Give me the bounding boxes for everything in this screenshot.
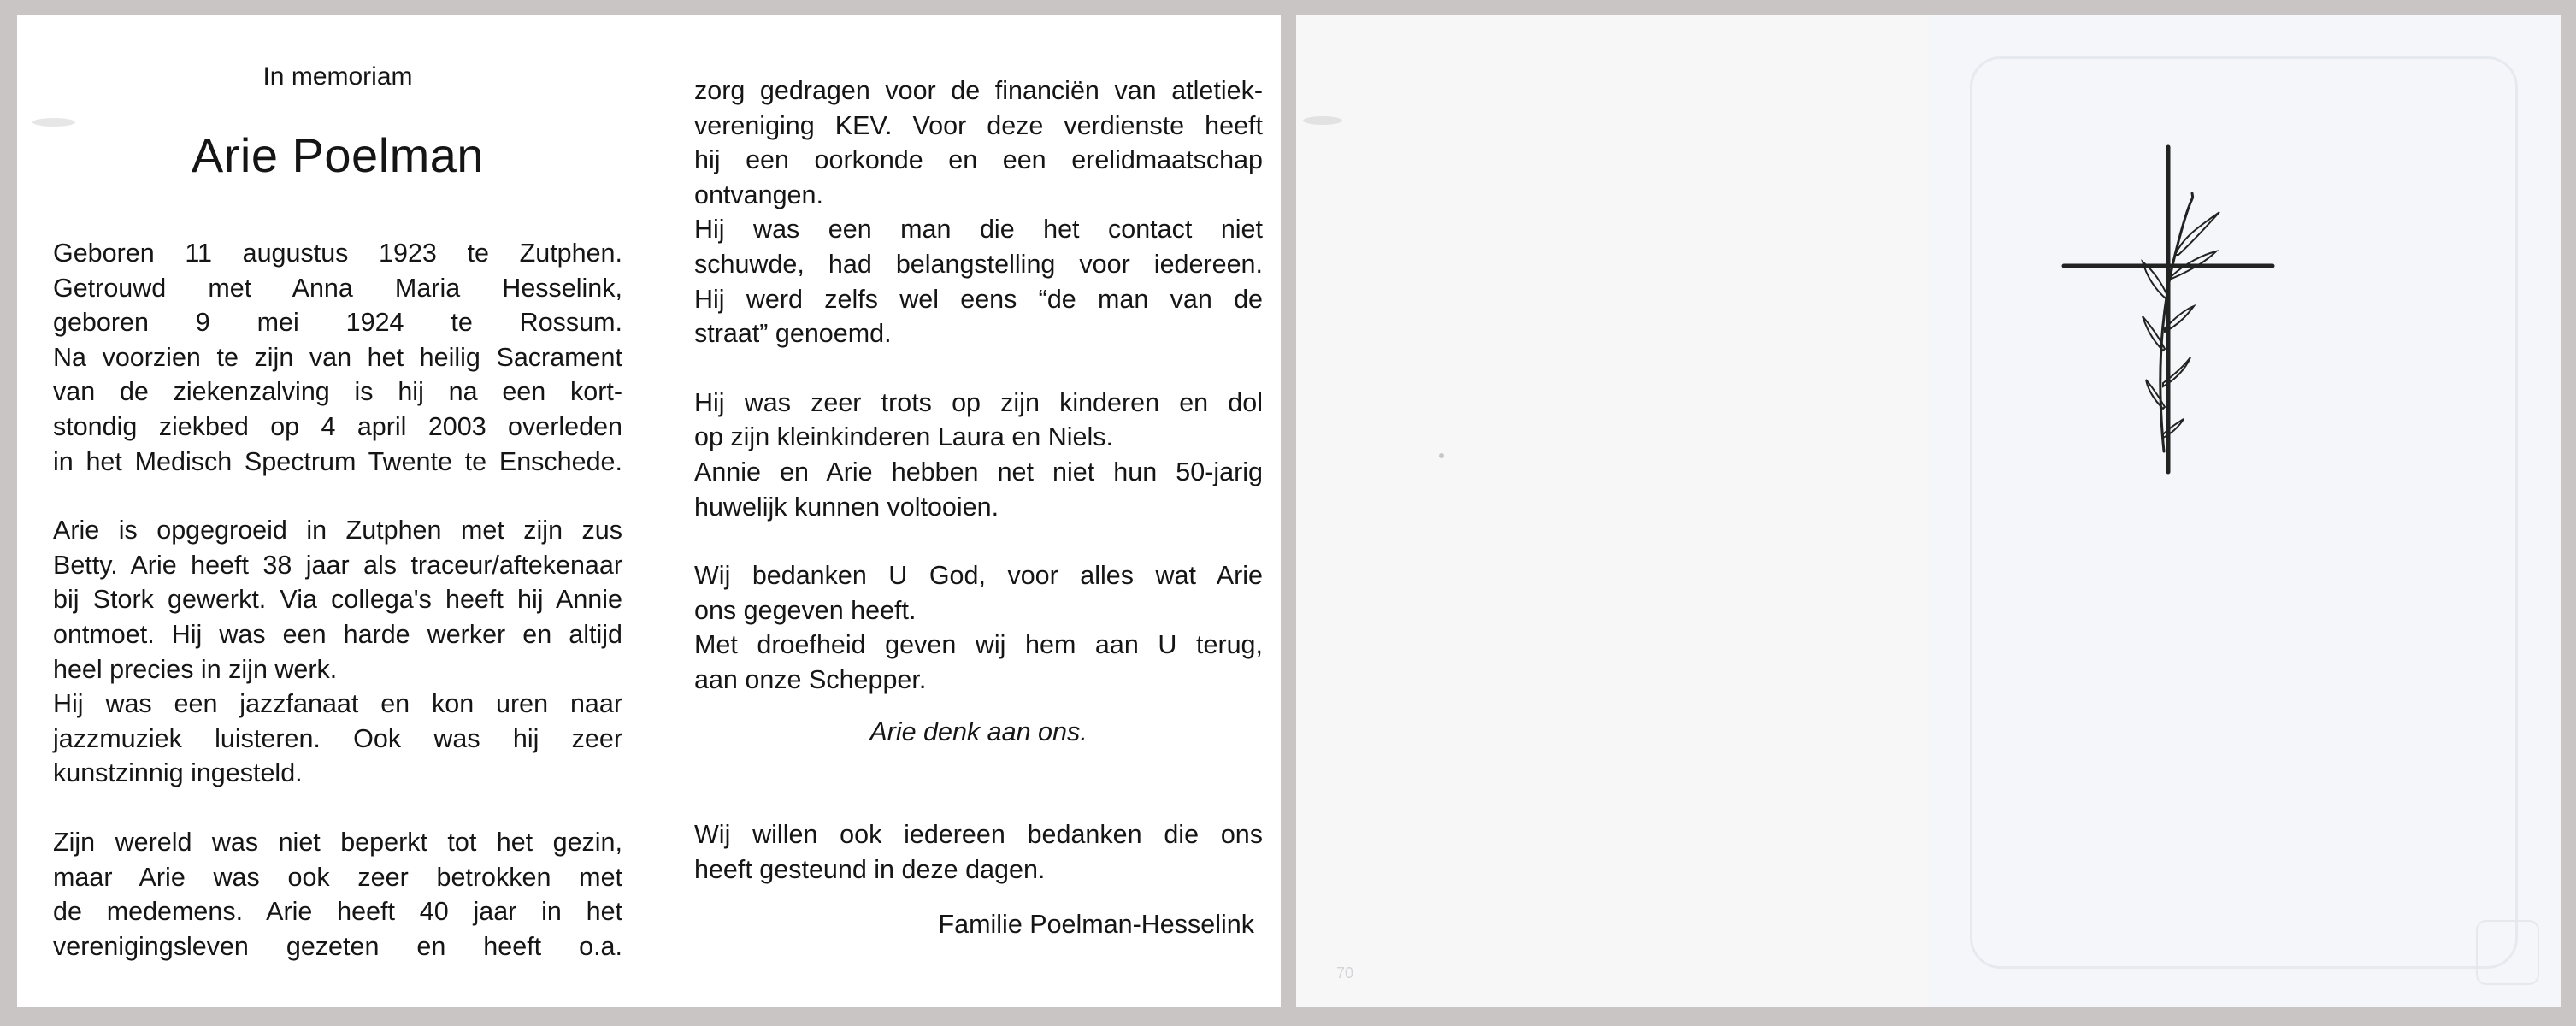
text-line: ontvangen.	[694, 180, 823, 209]
text-line: Getrouwd met Anna Maria Hesselink,	[53, 273, 622, 303]
text-line: Na voorzien te zijn van het heilig Sacrament	[53, 342, 622, 372]
text-line: de medemens. Arie heeft 40 jaar in het	[53, 897, 622, 927]
text-line: kunstzinnig ingesteld.	[53, 758, 303, 788]
print-number: 70	[1336, 964, 1354, 982]
text-line: aan onze Schepper.	[694, 664, 927, 694]
front-panel	[1929, 15, 2561, 1007]
text-line: maar Arie was ook zeer betrokken met	[53, 862, 622, 892]
outer-spread	[1296, 15, 2561, 1007]
text-line: zorg gedragen voor de financiën van atletiek-	[694, 76, 1263, 105]
biography-text	[53, 236, 622, 964]
text-line: Met droefheid geven wij hem aan U terug,	[694, 630, 1263, 660]
deceased-name: Arie Poelman	[191, 128, 485, 182]
closing-line: Arie denk aan ons.	[869, 716, 1088, 746]
text-line: verenigingsleven gezeten en heeft o.a.	[53, 931, 622, 961]
paragraph	[694, 558, 1263, 697]
text-line: Hij was een jazzfanaat en kon uren naar	[53, 689, 622, 719]
family-signature: Familie Poelman-Hesselink	[938, 910, 1254, 940]
text-line: jazzmuziek luisteren. Ook was hij zeer	[53, 723, 622, 753]
text-line: op zijn kleinkinderen Laura en Niels.	[694, 422, 1113, 452]
text-line: Geboren 11 augustus 1923 te Zutphen.	[53, 239, 622, 268]
text-line: heeft gesteund in deze dagen.	[694, 854, 1046, 884]
paper-speck	[1439, 453, 1444, 458]
text-line: vereniging KEV. Voor deze verdienste heeft	[694, 110, 1263, 140]
text-line: Arie is opgegroeid in Zutphen met zijn zus	[53, 516, 622, 545]
memoriam-heading: In memoriam	[262, 62, 413, 91]
text-line: heel precies in zijn werk.	[53, 654, 338, 684]
text-line: huwelijk kunnen voltooien.	[694, 492, 999, 522]
text-line: Hij was zeer trots op zijn kinderen en dol	[694, 387, 1263, 417]
text-line: Hij was een man die het contact niet	[694, 215, 1263, 245]
text-line: van de ziekenzalving is hij na een kort-	[53, 377, 622, 407]
cross-with-palm-icon	[2057, 127, 2279, 477]
text-line: ontmoet. Hij was een harde werker en altijd	[53, 619, 622, 649]
paper-smudge	[32, 118, 75, 127]
text-line: geboren 9 mei 1924 te Rossum.	[53, 308, 622, 338]
text-line: stondig ziekbed op 4 april 2003 overleden	[53, 411, 622, 441]
text-line: Wij willen ook iedereen bedanken die ons	[694, 820, 1263, 850]
paragraph	[694, 74, 1263, 351]
paragraph	[694, 386, 1263, 524]
paper-smudge	[1303, 116, 1342, 125]
text-line: Betty. Arie heeft 38 jaar als traceur/aftekenaar	[53, 550, 622, 580]
back-panel	[1296, 15, 1929, 1007]
paragraph	[53, 236, 622, 479]
text-line: bij Stork gewerkt. Via collega's heeft hij Annie	[53, 585, 622, 615]
text-line: Wij bedanken U God, voor alles wat Arie	[694, 561, 1263, 591]
thanks-paragraph	[694, 817, 1263, 887]
text-line: ons gegeven heeft.	[694, 595, 917, 625]
inner-spread	[17, 15, 1281, 1007]
text-line: in het Medisch Spectrum Twente te Enschede.	[53, 446, 622, 476]
text-line: hij een oorkonde en een erelidmaatschap	[694, 145, 1263, 175]
paragraph	[53, 513, 622, 791]
text-line: schuwde, had belangstelling voor iedereen.	[694, 249, 1263, 279]
text-line: Annie en Arie hebben net niet hun 50-jarig	[694, 457, 1263, 486]
text-line: Zijn wereld was niet beperkt tot het gezin,	[53, 827, 622, 857]
continued-text	[694, 74, 1263, 942]
paragraph	[53, 825, 622, 964]
publisher-logo-icon	[2476, 920, 2539, 985]
text-line: Hij werd zelfs wel eens “de man van de	[694, 284, 1263, 314]
text-line: straat” genoemd.	[694, 319, 892, 349]
